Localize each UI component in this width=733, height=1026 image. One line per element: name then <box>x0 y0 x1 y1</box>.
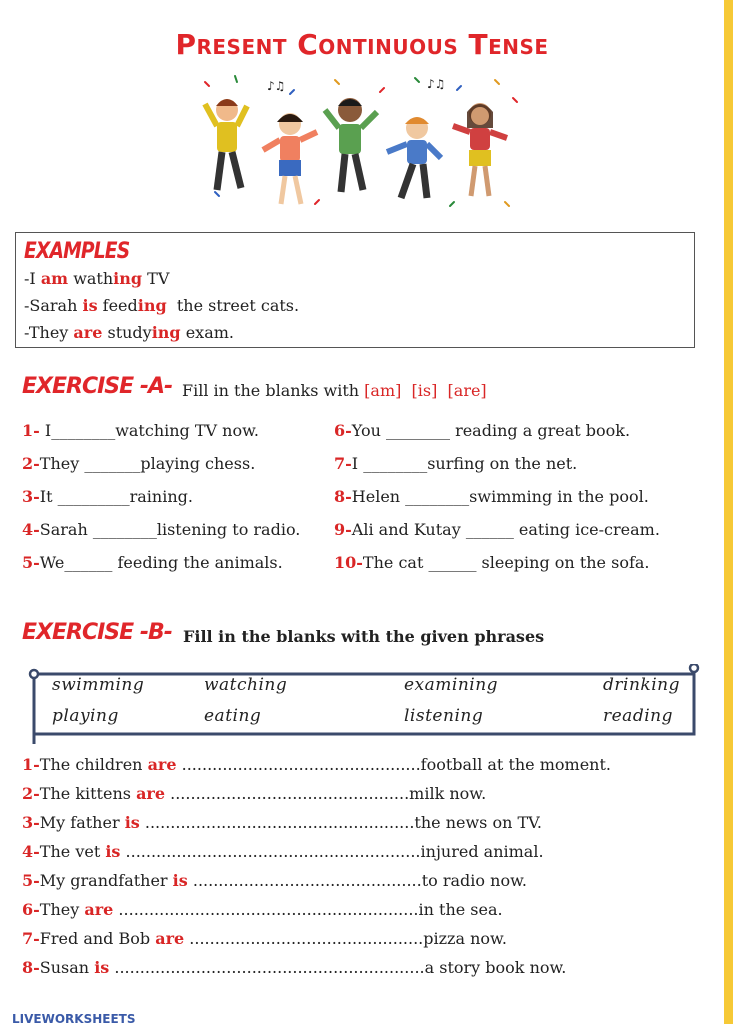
side-accent-bar <box>724 0 733 1024</box>
word-bank-item: eating <box>204 706 262 726</box>
kid-3 <box>325 98 377 192</box>
word-bank-item: watching <box>204 675 288 695</box>
exercise-b-item-3[interactable]: 3-My father is .....................................................the news on TV. <box>22 813 543 832</box>
svg-text:♪♫: ♪♫ <box>427 77 446 91</box>
example-line-3: -They are studying exam. <box>24 323 234 342</box>
word-bank-item: reading <box>603 706 673 726</box>
exercise-a-heading: EXERCISE -A- <box>22 374 173 399</box>
exercise-a-instruction: Fill in the blanks with [am] [is] [are] <box>182 381 487 400</box>
exercise-a-item-9[interactable]: 9-Ali and Kutay ______ eating ice-cream. <box>334 520 660 539</box>
footer-logo: LIVEWORKSHEETS <box>12 1012 136 1026</box>
page-title: Present Continuous Tense <box>175 28 549 61</box>
example-line-1: -I am wathing TV <box>24 269 170 288</box>
exercise-a-item-10[interactable]: 10-The cat ______ sleeping on the sofa. <box>334 553 650 572</box>
exercise-a-item-7[interactable]: 7-I ________surfing on the net. <box>334 454 578 473</box>
exercise-b-item-2[interactable]: 2-The kittens are ...............................................milk now. <box>22 784 487 803</box>
word-bank-item: playing <box>52 706 119 726</box>
word-bank-item: drinking <box>603 675 680 695</box>
examples-heading: EXAMPLES <box>24 239 130 264</box>
kid-5 <box>453 103 507 196</box>
word-bank-item: examining <box>404 675 499 695</box>
exercise-b-item-7[interactable]: 7-Fred and Bob are ..............................................pizza now. <box>22 929 507 948</box>
exercise-a-item-5[interactable]: 5-We______ feeding the animals. <box>22 553 283 572</box>
exercise-a-item-1[interactable]: 1- I________watching TV now. <box>22 421 259 440</box>
examples-box <box>15 232 695 348</box>
word-bank-item: swimming <box>52 675 145 695</box>
exercise-b-instruction: Fill in the blanks with the given phrases <box>183 627 545 646</box>
exercise-b-item-8[interactable]: 8-Susan is .............................................................a story book now. <box>22 958 567 977</box>
kid-4 <box>387 117 441 198</box>
kid-2 <box>263 113 317 204</box>
kid-1 <box>205 99 247 190</box>
exercise-b-item-4[interactable]: 4-The vet is ..........................................................injured animal. <box>22 842 544 861</box>
word-bank-item: listening <box>404 706 484 726</box>
svg-text:♪♫: ♪♫ <box>267 79 286 93</box>
exercise-b-item-5[interactable]: 5-My grandfather is .............................................to radio now. <box>22 871 527 890</box>
exercise-a-item-8[interactable]: 8-Helen ________swimming in the pool. <box>334 487 649 506</box>
exercise-b-heading: EXERCISE -B- <box>22 620 172 645</box>
exercise-a-item-3[interactable]: 3-It _________raining. <box>22 487 193 506</box>
exercise-b-item-1[interactable]: 1-The children are ...............................................football at the moment. <box>22 755 611 774</box>
example-line-2: -Sarah is feeding the street cats. <box>24 296 300 315</box>
dancing-kids-illustration <box>195 72 525 217</box>
exercise-b-item-6[interactable]: 6-They are ...........................................................in the sea. <box>22 900 503 919</box>
exercise-a-item-6[interactable]: 6-You ________ reading a great book. <box>334 421 631 440</box>
exercise-a-item-4[interactable]: 4-Sarah ________listening to radio. <box>22 520 301 539</box>
exercise-a-item-2[interactable]: 2-They _______playing chess. <box>22 454 256 473</box>
